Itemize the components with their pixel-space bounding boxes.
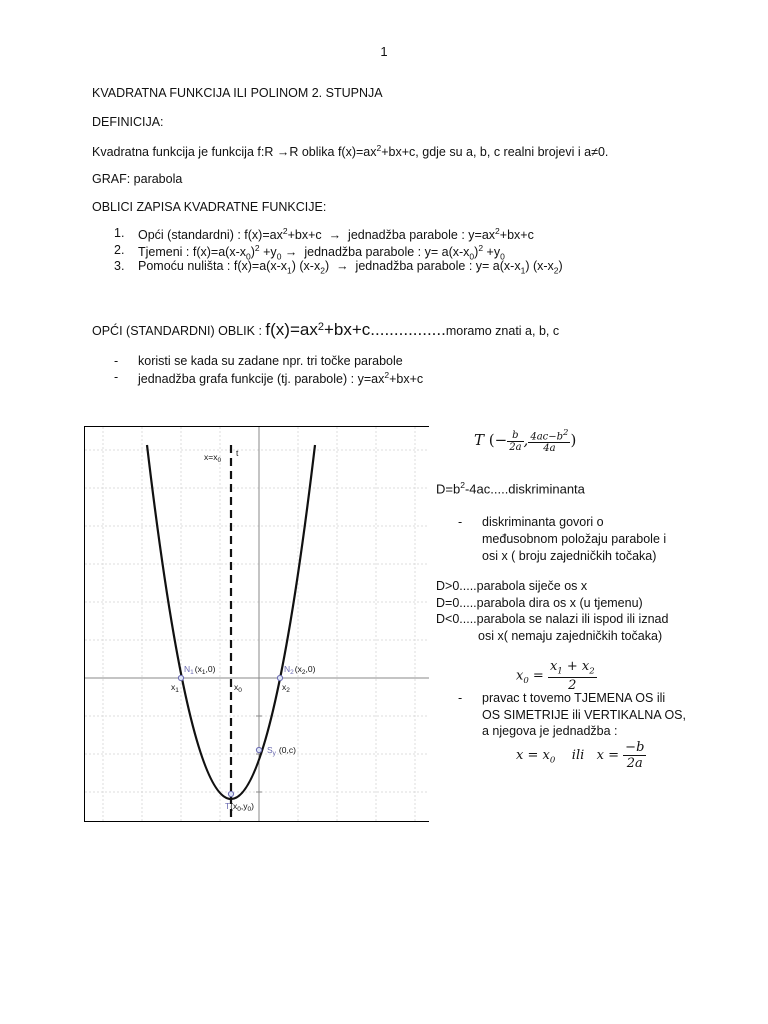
axis-t-label: t	[236, 448, 239, 458]
list-item: 1. Opći (standardni) : $f(x)=ax^2+bx+c$ → jednadžba parabole : $y=ax^2+bx+c$	[114, 226, 534, 243]
case-negative-cont: osi x( nemaju zajedničkih točaka)	[478, 628, 663, 643]
x0-tick-label: $x_0$	[234, 682, 242, 694]
axis-bullet: - pravac t tovemo TJEMENA OS ili OS SIMETRIJE ili VERTIKALNA OS, a njegova je jednadžba :	[458, 691, 686, 738]
point-n1	[178, 675, 183, 680]
point-sy	[256, 747, 261, 752]
case-positive: D>0.....parabola siječe os x	[436, 579, 588, 593]
arrow-icon: →	[276, 145, 290, 160]
point-n2	[277, 675, 282, 680]
forms-list	[92, 226, 563, 276]
arrow-icon: →	[336, 259, 349, 273]
arrow-icon: →	[328, 228, 342, 243]
list-item: - koristi se kada su zadane npr. tri točke parabole	[114, 354, 403, 368]
forms-heading: OBLICI ZAPISA KVADRATNE FUNKCIJE:	[92, 200, 327, 214]
standard-bullets	[92, 354, 423, 386]
list-item: - jednadžba grafa funkcije (tj. parabole) : $y=ax^2+bx+c$	[114, 370, 424, 387]
point-t	[228, 791, 233, 796]
list-item: 3. Pomoću nulišta : $f(x)=a(x-x_1) (x-x_2)$ → jednadžba parabole : $y= a(x-x_1)$ $(x-x_2)$	[114, 259, 563, 276]
x0-formula: $x_0$ = $\frac{x_1 + x_2}{2}$	[516, 659, 595, 693]
sy-label: $S_y$ (0,c)	[267, 745, 296, 757]
discriminant-cases	[436, 578, 668, 644]
document-title: KVADRATNA FUNKCIJA ILI POLINOM 2. STUPNJA	[92, 86, 383, 100]
parabola-graph	[84, 426, 429, 822]
arrow-icon: →	[284, 244, 298, 259]
grid	[85, 427, 429, 821]
vertex-formula: T (− $\frac{b}{2a}$ , $\frac{4ac-b^2}{4a}$ )	[474, 428, 577, 455]
graph-label: GRAF: parabola	[92, 172, 183, 186]
axis-formula: $x = x_0$ ili x = $\frac{-b}{2a}$	[516, 740, 645, 771]
case-negative: D<0.....parabola se nalazi ili ispod ili iznad	[436, 612, 669, 626]
discriminant-line: $D=b^2-4ac.....diskriminanta$	[436, 480, 585, 497]
x-eq-x0-label: $x=x_0$	[204, 452, 222, 464]
page-number: 1	[380, 44, 388, 59]
definition-text: Kvadratna funkcija je funkcija f:R →R oblika $f(x)=ax^2+bx+c$, gdje su a, b, c realni brojevi i a≠0.	[92, 143, 609, 160]
discriminant-bullet: - diskriminanta govori o međusobnom položaju parabole i osi x ( broju zajedničkih točaka)	[458, 515, 667, 563]
definition-heading: DEFINICIJA:	[92, 115, 164, 129]
n1-label: $N_1(x_1,0)$	[184, 664, 216, 676]
standard-form-line: OPĆI (STANDARDNI) OBLIK : $f(x)=ax^2+bx+c................moramo$ znati a, b, c	[92, 320, 560, 339]
n2-label: $N_2(x_2,0)$	[284, 664, 316, 676]
list-item: 2. Tjemeni : $f(x)=a(x-x_0)^2 +y_0$ → jednadžba parabole : $y= a(x-x_0)^2 +y_0$	[114, 242, 505, 262]
t-label: $T(x_0,y_0)$	[225, 801, 255, 813]
x1-tick-label: $x_1$	[171, 682, 179, 694]
x2-tick-label: $x_2$	[282, 682, 290, 694]
case-zero: D=0.....parabola dira os x (u tjemenu)	[436, 595, 643, 610]
